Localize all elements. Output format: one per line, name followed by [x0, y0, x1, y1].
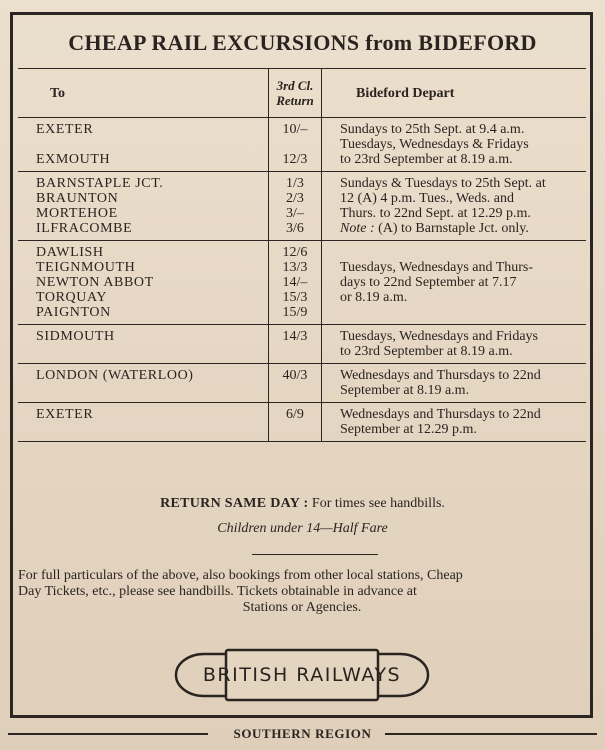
departure-cell — [322, 325, 587, 364]
destination-name: DAWLISH — [36, 245, 104, 260]
fare-value: 6/9 — [286, 407, 304, 422]
table-header — [18, 69, 586, 118]
departure-line: Tuesdays, Wednesdays and Fridays — [340, 329, 538, 344]
fare-value: 3/6 — [286, 221, 304, 236]
departure-line: Wednesdays and Thursdays to 22nd — [340, 407, 541, 422]
departure-line: Wednesdays and Thursdays to 22nd — [340, 368, 541, 383]
departure-note — [340, 221, 578, 236]
excursion-group — [18, 118, 586, 172]
particulars-line: Day Tickets, etc., please see handbills. Tickets obtainable in advance at — [18, 584, 417, 599]
header-depart: Bideford Depart — [322, 69, 587, 118]
fare-value: 10/– — [282, 122, 308, 137]
header-fare-line2: Return — [276, 93, 314, 108]
excursion-group — [18, 172, 586, 241]
departure-line: to 23rd September at 8.19 a.m. — [340, 344, 513, 359]
destination-name: TEIGNMOUTH — [36, 260, 136, 275]
excursion-group — [18, 364, 586, 403]
destinations-cell — [18, 364, 269, 403]
departure-cell — [322, 172, 587, 241]
departure-cell — [322, 403, 587, 442]
british-railways-logo — [170, 648, 434, 702]
excursion-table — [18, 68, 586, 442]
departure-cell — [322, 118, 587, 172]
poster-title: CHEAP RAIL EXCURSIONS from BIDEFORD — [68, 30, 537, 55]
fares-cell — [269, 172, 322, 241]
fare-value: 40/3 — [282, 368, 308, 383]
destination-name: MORTEHOE — [36, 206, 118, 221]
fare-value: 13/3 — [282, 260, 308, 275]
destination-name: TORQUAY — [36, 290, 108, 305]
destination-name: ILFRACOMBE — [36, 221, 133, 236]
fare-value: 2/3 — [286, 191, 304, 206]
departure-line: Sundays to 25th Sept. at 9.4 a.m. — [340, 122, 525, 137]
note-text: (A) to Barnstaple Jct. only. — [378, 221, 529, 236]
excursion-group — [18, 403, 586, 442]
fare-value: 1/3 — [286, 176, 304, 191]
destination-name: PAIGNTON — [36, 305, 111, 320]
departure-line: 12 (A) 4 p.m. Tues., Weds. and — [340, 191, 515, 206]
fare-value: 12/6 — [282, 245, 308, 260]
note-label: Note : — [340, 221, 375, 236]
header-fare-line1: 3rd Cl. — [276, 78, 314, 93]
departure-line: September at 8.19 a.m. — [340, 383, 470, 398]
destinations-cell — [18, 403, 269, 442]
fare-value: 14/– — [282, 275, 308, 290]
destinations-cell — [18, 172, 269, 241]
destination-name: LONDON (WATERLOO) — [36, 368, 194, 383]
region-name: SOUTHERN REGION — [233, 726, 372, 741]
destination-name: EXETER — [36, 122, 94, 137]
fares-cell — [269, 325, 322, 364]
divider — [252, 554, 378, 555]
departure-cell — [322, 241, 587, 325]
destination-name — [36, 137, 268, 152]
destination-name: EXMOUTH — [36, 152, 111, 167]
excursion-group — [18, 325, 586, 364]
destination-name: NEWTON ABBOT — [36, 275, 154, 290]
departure-line: Thurs. to 22nd Sept. at 12.29 p.m. — [340, 206, 531, 221]
fare-value: 3/– — [286, 206, 304, 221]
departure-line: Tuesdays, Wednesdays & Fridays — [340, 137, 529, 152]
fare-value: 12/3 — [282, 152, 308, 167]
departure-line: Tuesdays, Wednesdays and Thurs- — [340, 260, 534, 275]
destination-name: SIDMOUTH — [36, 329, 115, 344]
logo-text: BRITISH RAILWAYS — [202, 664, 402, 686]
particulars-line: For full particulars of the above, also bookings from other local stations, Cheap — [18, 568, 463, 583]
fares-cell — [269, 118, 322, 172]
departure-line: Sundays & Tuesdays to 25th Sept. at — [340, 176, 546, 191]
fare-value — [269, 137, 321, 152]
particulars-line: Stations or Agencies. — [242, 600, 362, 615]
departure-line: or 8.19 a.m. — [340, 290, 408, 305]
children-fare-note: Children under 14—Half Fare — [217, 521, 388, 536]
destinations-cell — [18, 118, 269, 172]
table-body — [18, 118, 586, 442]
fare-value: 15/3 — [282, 290, 308, 305]
fares-cell — [269, 241, 322, 325]
excursion-group — [18, 241, 586, 325]
return-same-day-label: RETURN SAME DAY : — [160, 496, 309, 511]
departure-cell — [322, 364, 587, 403]
destinations-cell — [18, 325, 269, 364]
header-to: To — [18, 69, 269, 118]
fare-value: 14/3 — [282, 329, 308, 344]
header-fare — [269, 69, 322, 118]
destination-name: BARNSTAPLE JCT. — [36, 176, 164, 191]
departure-line: to 23rd September at 8.19 a.m. — [340, 152, 513, 167]
return-same-day-text: For times see handbills. — [311, 496, 445, 511]
particulars-text — [18, 568, 586, 616]
destinations-cell — [18, 241, 269, 325]
destination-name: EXETER — [36, 407, 94, 422]
departure-line — [340, 245, 578, 260]
fare-value: 15/9 — [282, 305, 308, 320]
fares-cell — [269, 403, 322, 442]
fares-cell — [269, 364, 322, 403]
destination-name: BRAUNTON — [36, 191, 119, 206]
departure-line: days to 22nd September at 7.17 — [340, 275, 517, 290]
return-same-day — [0, 496, 605, 512]
departure-line: September at 12.29 p.m. — [340, 422, 477, 437]
